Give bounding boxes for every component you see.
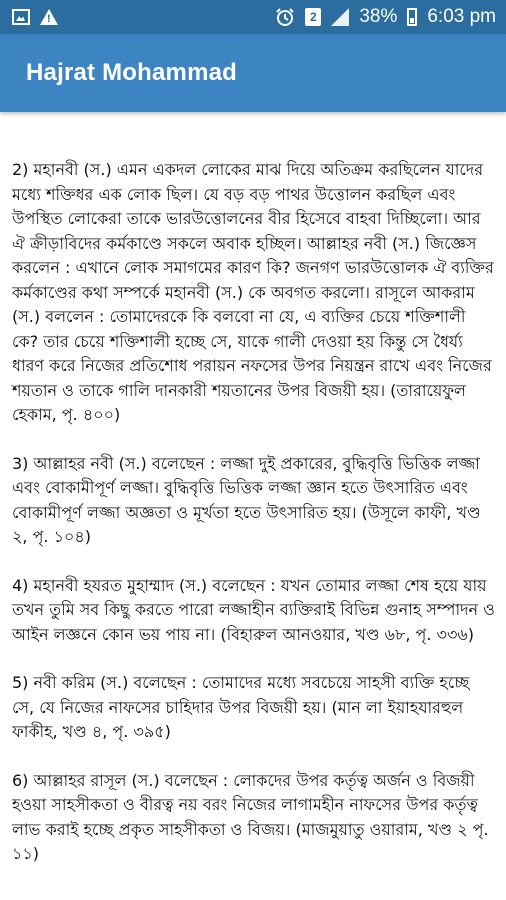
hadith-item-2: 2) মহানবী (স.) এমন একদল লোকের মাঝ দিয়ে অতিক্রম করছিলেন যাদের মধ্যে শক্তিধর এক লোক ছিল। যে বড় বড় পাথর উত্তোলন করছিল এবং উপস্থিত লোকেরা তাকে ভারউত্তোলনের বীর হিসেবে বাহবা দিচ্ছিলো। আর ঐ ক্রীড়াবিদের কর্মকাণ্ডে সকলে অবাক হচ্ছিল। আল্লাহর নবী (স.) জিজ্ঞেস করলেন : এখানে লোক সমাগমের কারণ কি? জনগণ ভারউত্তোলক ঐ ব্যক্তির কর্মকাণ্ডের কথা সম্পর্কে মহানবী (স.) কে অবগত করলো। রাসূলে আকরাম (স.) বললেন : তোমাদেরকে কি বলবো না যে, এ ব্যক্তির চেয়ে শক্তিশালী কে? তার চেয়ে শক্তিশালী হচ্ছে সে, যাকে গালী দেওয়া হয় কিন্তু সে ধৈর্য্য ধারণ করে নিজের প্রতিশোধ পরায়ন নফসের উপর নিয়ন্ত্রন রাখে এবং নিজের শয়তান ও তাকে গালি দানকারী শয়তানের উপর বিজয়ী হয়। (তারায়েফুল হেকাম, পৃ. ৪০০)	[12, 160, 494, 424]
hadith-content[interactable]	[0, 158, 506, 900]
status-right	[275, 6, 496, 28]
status-bar	[0, 0, 506, 34]
alarm-icon	[275, 7, 295, 27]
battery-percentage: 38%	[359, 6, 398, 27]
hadith-item-5: 5) নবী করিম (স.) বলেছেন : তোমাদের মধ্যে সবচেয়ে সাহসী ব্যক্তি হচ্ছে সে, যে নিজের নাফসের চাহিদার উপর বিজয়ী হয়। (মান লা ইয়াহযারহুল ফাকীহ, খণ্ড ৪, পৃ. ৩৯৫)	[12, 673, 470, 741]
warning-icon: !	[40, 9, 58, 25]
status-left	[12, 9, 58, 25]
app-bar	[0, 34, 506, 112]
status-time: 6:03 pm	[427, 6, 496, 27]
battery-icon	[407, 8, 417, 26]
hadith-item-6: 6) আল্লাহর রাসূল (স.) বলেছেন : লোকদের উপর কর্তৃত্ব অর্জন ও বিজয়ী হওয়া সাহসীকতা ও বীরত্ব নয় বরং নিজের লাগামহীন নাফসের উপর কর্তৃত্ব লাভ করাই হচ্ছে প্রকৃত সাহসীকতা ও বিজয়। (মাজমুয়াতু ওয়ারাম, খণ্ড ২ পৃ. ১১)	[12, 770, 489, 863]
hadith-item-4: 4) মহানবী হযরত মুহাম্মাদ (স.) বলেছেন : যখন তোমার লজ্জা শেষ হয়ে যায় তখন তুমি সব কিছু করতে পারো লজ্জাহীন ব্যক্তিরাই বিভিন্ন গুনাহ সম্পাদন ও আইন লজ্ঞনে কোন ভয় পায় না। (বিহারুল আনওয়ার, খণ্ড ৬৮, পৃ. ৩৩৬)	[12, 575, 495, 644]
signal-icon	[331, 8, 349, 26]
hadith-item-3: 3) আল্লাহর নবী (স.) বলেছেন : লজ্জা দুই প্রকারের, বুদ্ধিবৃত্তি ভিত্তিক লজ্জা এবং বোকামীপূর্ণ লজ্জা। বুদ্ধিবৃত্তি ভিত্তিক লজ্জা জ্ঞান হতে উৎসারিত এবং বোকামীপূর্ণ লজ্জা অজ্ঞতা ও মূর্খতা হতে উৎসারিত হয়। (উসূলে কাফী, খণ্ড ২, পৃ. ১০৪)	[12, 453, 481, 546]
app-title: Hajrat Mohammad	[26, 59, 238, 86]
gallery-icon	[12, 9, 30, 25]
sim-icon: 2	[305, 8, 321, 26]
